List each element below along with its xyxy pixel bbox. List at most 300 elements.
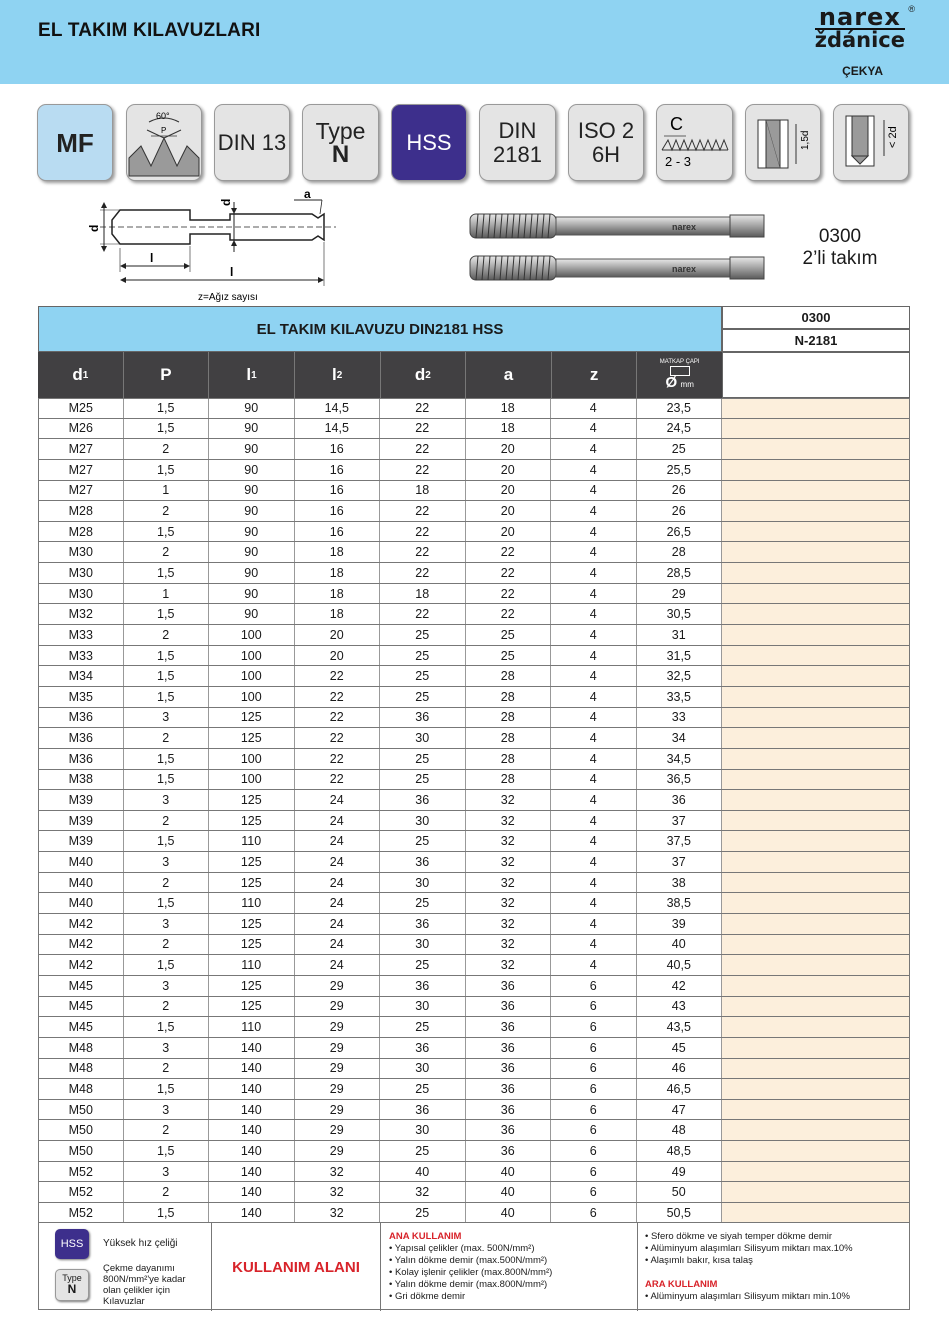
table-cell: 25 <box>380 687 466 707</box>
table-cell: 4 <box>551 852 637 872</box>
drill-diameter <box>665 374 694 391</box>
table-cell: 6 <box>551 1079 637 1099</box>
table-cell: 140 <box>209 1059 295 1079</box>
table-cell: 4 <box>551 419 637 439</box>
table-cell: 36 <box>466 997 552 1017</box>
table-cell: 22 <box>466 542 552 562</box>
table-cell: 2 <box>124 439 210 459</box>
header-d1-sub: 1 <box>82 369 89 381</box>
table-cell: M30 <box>38 563 124 583</box>
table-cell: 1,5 <box>124 666 210 686</box>
table-cell: 32 <box>295 1182 381 1202</box>
list-item: • Alüminyum alaşımları Silisyum miktarı max.10% <box>645 1243 853 1254</box>
table-cell: 2 <box>124 625 210 645</box>
table-cell: 18 <box>295 542 381 562</box>
table-row <box>38 1120 910 1141</box>
order-cell <box>722 419 910 439</box>
table-cell: 39 <box>637 914 723 934</box>
pitch-label: P <box>161 125 167 135</box>
table-cell: 1,5 <box>124 419 210 439</box>
table-cell: 1,5 <box>124 1203 210 1223</box>
table-row <box>38 542 910 563</box>
order-cell <box>722 1182 910 1202</box>
legend-type-badge <box>55 1269 89 1301</box>
table-cell: 140 <box>209 1182 295 1202</box>
table-cell: 25,5 <box>637 460 723 480</box>
table-cell: 22 <box>295 749 381 769</box>
order-cell <box>722 811 910 831</box>
order-cell <box>722 481 910 501</box>
table-cell: 40 <box>466 1182 552 1202</box>
order-cell <box>722 997 910 1017</box>
table-cell: 4 <box>551 481 637 501</box>
table-cell: 1,5 <box>124 646 210 666</box>
table-cell: 4 <box>551 646 637 666</box>
order-cell <box>722 501 910 521</box>
table-cell: 3 <box>124 914 210 934</box>
table-cell: 32 <box>466 790 552 810</box>
order-cell <box>722 584 910 604</box>
table-cell: 29 <box>637 584 723 604</box>
table-cell: 1,5 <box>124 955 210 975</box>
table-cell: 24 <box>295 914 381 934</box>
header-l2 <box>295 352 381 398</box>
table-cell: 140 <box>209 1141 295 1161</box>
table-cell: 18 <box>295 563 381 583</box>
diameter-symbol: Ø <box>665 374 678 391</box>
table-cell: 6 <box>551 1182 637 1202</box>
table-cell: 4 <box>551 955 637 975</box>
table-cell: 90 <box>209 584 295 604</box>
tap2-brand: narex <box>672 264 697 274</box>
table-cell: 2 <box>124 1120 210 1140</box>
table-cell: 29 <box>295 1079 381 1099</box>
page-title: EL TAKIM KILAVUZLARI <box>38 20 261 41</box>
table-cell: 30 <box>380 728 466 748</box>
table-cell: 26,5 <box>637 522 723 542</box>
table-cell: 38 <box>637 873 723 893</box>
order-cell <box>722 1079 910 1099</box>
table-cell: 22 <box>380 563 466 583</box>
set-label: 2’li takım <box>802 248 878 269</box>
header-l1 <box>209 352 295 398</box>
table-cell: 28 <box>466 666 552 686</box>
l1-label: l <box>230 265 234 279</box>
table-cell: 22 <box>380 501 466 521</box>
table-cell: 31,5 <box>637 646 723 666</box>
table-cell: 29 <box>295 1038 381 1058</box>
table-cell: 125 <box>209 708 295 728</box>
table-cell: 32,5 <box>637 666 723 686</box>
tap-image-1 <box>470 214 764 238</box>
table-row <box>38 522 910 543</box>
list-item: • Yalın dökme demir (max.800N/mm²) <box>389 1279 548 1290</box>
table-row <box>38 481 910 502</box>
table-cell: 24 <box>295 790 381 810</box>
table-cell: 40 <box>637 935 723 955</box>
table-row <box>38 831 910 852</box>
table-cell: M42 <box>38 935 124 955</box>
table-cell: 90 <box>209 522 295 542</box>
table-cell: 30 <box>380 1120 466 1140</box>
table-cell: 38,5 <box>637 893 723 913</box>
hole-depth-label: < 2d <box>887 125 899 148</box>
table-cell: 32 <box>466 831 552 851</box>
table-cell: 33,5 <box>637 687 723 707</box>
table-cell: 24 <box>295 852 381 872</box>
table-cell: 36 <box>637 790 723 810</box>
table-row <box>38 1182 910 1203</box>
table-cell: 1 <box>124 584 210 604</box>
table-cell: 33 <box>637 708 723 728</box>
table-cell: 2 <box>124 873 210 893</box>
product-norm-code: N-2181 <box>722 329 910 352</box>
depth-label: 1,5d <box>800 130 811 150</box>
table-cell: 36 <box>466 1120 552 1140</box>
table-cell: 90 <box>209 542 295 562</box>
table-cell: 4 <box>551 770 637 790</box>
table-cell: M39 <box>38 790 124 810</box>
table-row <box>38 935 910 956</box>
table-cell: 32 <box>466 914 552 934</box>
order-cell <box>722 728 910 748</box>
table-cell: 140 <box>209 1038 295 1058</box>
table-cell: M33 <box>38 646 124 666</box>
table-cell: 16 <box>295 439 381 459</box>
table-cell: 40 <box>380 1162 466 1182</box>
table-cell: 4 <box>551 542 637 562</box>
table-cell: 100 <box>209 625 295 645</box>
table-title: EL TAKIM KILAVUZU DIN2181 HSS <box>38 306 722 352</box>
table-row <box>38 893 910 914</box>
table-cell: M28 <box>38 501 124 521</box>
order-cell <box>722 1100 910 1120</box>
a-label: a <box>304 187 311 201</box>
table-cell: M45 <box>38 997 124 1017</box>
table-cell: 46 <box>637 1059 723 1079</box>
order-cell <box>722 460 910 480</box>
table-cell: 36 <box>466 1100 552 1120</box>
table-cell: 90 <box>209 399 295 418</box>
table-cell: 22 <box>466 604 552 624</box>
table-cell: 6 <box>551 1038 637 1058</box>
table-cell: M50 <box>38 1141 124 1161</box>
table-cell: 22 <box>466 584 552 604</box>
header-l1-text: l <box>246 365 252 384</box>
table-cell: 40,5 <box>637 955 723 975</box>
tap-image-2 <box>470 256 764 280</box>
table-row <box>38 439 910 460</box>
list-item: • Yalın dökme demir (max.500N/mm²) <box>389 1255 548 1266</box>
table-cell: 4 <box>551 399 637 418</box>
header-banner <box>0 0 949 84</box>
table-cell: M52 <box>38 1162 124 1182</box>
table-cell: 4 <box>551 687 637 707</box>
table-cell: M30 <box>38 584 124 604</box>
order-cell <box>722 749 910 769</box>
table-cell: 32 <box>466 955 552 975</box>
table-row <box>38 708 910 729</box>
table-cell: 36 <box>380 1038 466 1058</box>
order-cell <box>722 563 910 583</box>
table-cell: 29 <box>295 1141 381 1161</box>
table-cell: M39 <box>38 831 124 851</box>
table-cell: 1,5 <box>124 563 210 583</box>
table-cell: 6 <box>551 976 637 996</box>
table-cell: 110 <box>209 955 295 975</box>
table-cell: 90 <box>209 481 295 501</box>
table-cell: 4 <box>551 460 637 480</box>
table-cell: M45 <box>38 976 124 996</box>
hss-label: HSS <box>406 129 452 155</box>
table-row <box>38 646 910 667</box>
table-cell: 125 <box>209 728 295 748</box>
table-cell: 32 <box>295 1162 381 1182</box>
table-cell: 3 <box>124 1038 210 1058</box>
table-cell: 6 <box>551 1017 637 1037</box>
table-cell: 25 <box>380 646 466 666</box>
table-cell: 4 <box>551 666 637 686</box>
table-cell: 40 <box>466 1162 552 1182</box>
table-cell: M33 <box>38 625 124 645</box>
order-cell <box>722 831 910 851</box>
table-cell: 46,5 <box>637 1079 723 1099</box>
table-cell: M40 <box>38 852 124 872</box>
table-cell: 25 <box>380 1017 466 1037</box>
table-row <box>38 749 910 770</box>
table-cell: 14,5 <box>295 399 381 418</box>
table-cell: M48 <box>38 1038 124 1058</box>
header-d1-text: d <box>72 365 83 384</box>
table-cell: 3 <box>124 852 210 872</box>
table-cell: 25 <box>466 625 552 645</box>
table-cell: 28 <box>466 728 552 748</box>
order-column-header <box>722 352 910 398</box>
table-cell: M40 <box>38 873 124 893</box>
table-cell: 32 <box>466 893 552 913</box>
table-cell: 4 <box>551 604 637 624</box>
table-cell: 29 <box>295 1100 381 1120</box>
table-cell: 22 <box>380 542 466 562</box>
footer-legend <box>38 1222 910 1310</box>
table-cell: M27 <box>38 460 124 480</box>
table-cell: M32 <box>38 604 124 624</box>
table-cell: 4 <box>551 831 637 851</box>
brand-name: narex <box>818 3 901 31</box>
table-cell: 6 <box>551 997 637 1017</box>
legend-hss-text: Yüksek hız çeliği <box>103 1238 178 1249</box>
usage-area-title: KULLANIM ALANI <box>211 1223 381 1311</box>
header-drill <box>637 352 722 398</box>
table-cell: 4 <box>551 625 637 645</box>
table-cell: 32 <box>380 1182 466 1202</box>
order-cell <box>722 1203 910 1223</box>
table-cell: 40 <box>466 1203 552 1223</box>
table-cell: M40 <box>38 893 124 913</box>
table-cell: 20 <box>466 439 552 459</box>
table-cell: 23,5 <box>637 399 723 418</box>
order-cell <box>722 687 910 707</box>
order-cell <box>722 399 910 418</box>
header-z <box>552 352 638 398</box>
table-cell: 25 <box>380 1203 466 1223</box>
table-cell: M26 <box>38 419 124 439</box>
table-cell: 43 <box>637 997 723 1017</box>
table-cell: 24 <box>295 873 381 893</box>
table-cell: 3 <box>124 976 210 996</box>
tap-set-image <box>466 208 768 291</box>
through-hole-icon <box>745 104 821 181</box>
table-cell: 125 <box>209 873 295 893</box>
table-cell: 26 <box>637 501 723 521</box>
table-cell: 140 <box>209 1120 295 1140</box>
table-cell: 6 <box>551 1203 637 1223</box>
table-cell: 20 <box>466 481 552 501</box>
table-cell: 4 <box>551 811 637 831</box>
table-cell: 36 <box>466 1079 552 1099</box>
table-cell: 100 <box>209 646 295 666</box>
thread-profile-icon <box>126 104 202 181</box>
order-cell <box>722 439 910 459</box>
table-cell: 3 <box>124 1100 210 1120</box>
table-cell: 1,5 <box>124 687 210 707</box>
table-cell: 37,5 <box>637 831 723 851</box>
set-info <box>780 226 900 270</box>
table-cell: M52 <box>38 1182 124 1202</box>
table-cell: 4 <box>551 501 637 521</box>
table-cell: 22 <box>380 399 466 418</box>
blind-hole-icon <box>833 104 909 181</box>
table-cell: 22 <box>295 666 381 686</box>
table-row <box>38 1141 910 1162</box>
header-d2-text: d <box>414 365 426 384</box>
table-cell: 3 <box>124 790 210 810</box>
table-row <box>38 1079 910 1100</box>
other-use-column <box>643 1231 903 1303</box>
table-cell: 1,5 <box>124 831 210 851</box>
legend-type-text: Çekme dayanımı 800N/mm²'ye kadar olan çelikler için Kılavuzlar <box>103 1263 186 1307</box>
order-cell <box>722 1017 910 1037</box>
table-cell: 36 <box>466 976 552 996</box>
table-cell: 22 <box>380 419 466 439</box>
table-cell: 18 <box>295 604 381 624</box>
table-cell: 1,5 <box>124 893 210 913</box>
order-cell <box>722 666 910 686</box>
iso-line2: 6H <box>591 141 621 167</box>
table-cell: 24 <box>295 935 381 955</box>
legend-type-value: N <box>67 1282 77 1296</box>
list-item: • Yapısal çelikler (max. 500N/mm²) <box>389 1243 535 1254</box>
order-cell <box>722 1141 910 1161</box>
order-cell <box>722 1059 910 1079</box>
iso-line1: ISO 2 <box>577 117 635 143</box>
order-cell <box>722 646 910 666</box>
table-row <box>38 460 910 481</box>
registered-mark: ® <box>908 4 915 14</box>
table-cell: 4 <box>551 749 637 769</box>
table-cell: 2 <box>124 1182 210 1202</box>
table-cell: 34,5 <box>637 749 723 769</box>
table-cell: 4 <box>551 893 637 913</box>
footer-divider <box>637 1223 638 1311</box>
mf-label: MF <box>56 127 94 158</box>
table-cell: 25 <box>380 770 466 790</box>
table-cell: 29 <box>295 1120 381 1140</box>
table-cell: 49 <box>637 1162 723 1182</box>
table-cell: M34 <box>38 666 124 686</box>
table-cell: 18 <box>466 399 552 418</box>
table-cell: 16 <box>295 522 381 542</box>
table-row <box>38 728 910 749</box>
order-cell <box>722 1120 910 1140</box>
table-cell: 28 <box>637 542 723 562</box>
table-cell: 37 <box>637 852 723 872</box>
table-cell: M25 <box>38 399 124 418</box>
brand-location: ždánice <box>814 28 905 52</box>
table-cell: 1,5 <box>124 749 210 769</box>
table-cell: 20 <box>466 522 552 542</box>
table-cell: 36 <box>466 1141 552 1161</box>
table-cell: 36 <box>380 914 466 934</box>
iso-tolerance-badge <box>568 104 644 181</box>
table-cell: 20 <box>295 646 381 666</box>
chamfer-range: 2 - 3 <box>664 153 691 169</box>
table-row <box>38 584 910 605</box>
table-cell: 25 <box>380 831 466 851</box>
table-cell: 25 <box>380 749 466 769</box>
table-cell: 24 <box>295 831 381 851</box>
table-row <box>38 997 910 1018</box>
table-cell: 29 <box>295 1017 381 1037</box>
tap1-brand: narex <box>672 222 697 232</box>
table-cell: 25 <box>637 439 723 459</box>
table-cell: 36 <box>466 1059 552 1079</box>
table-row <box>38 563 910 584</box>
table-cell: 25 <box>466 646 552 666</box>
table-row <box>38 914 910 935</box>
table-cell: 24,5 <box>637 419 723 439</box>
table-cell: 18 <box>380 584 466 604</box>
table-cell: 100 <box>209 770 295 790</box>
order-cell <box>722 708 910 728</box>
table-cell: 25 <box>380 893 466 913</box>
type-n-badge <box>302 104 379 181</box>
header-l1-sub: 1 <box>251 369 257 381</box>
table-row <box>38 811 910 832</box>
table-cell: 125 <box>209 790 295 810</box>
type-value: N <box>331 140 350 168</box>
product-table-body <box>38 398 910 1224</box>
chamfer-letter: C <box>669 113 683 134</box>
secondary-use-list <box>645 1291 903 1303</box>
table-cell: M36 <box>38 708 124 728</box>
table-cell: 22 <box>380 439 466 459</box>
table-cell: 100 <box>209 687 295 707</box>
table-row <box>38 398 910 419</box>
table-cell: M38 <box>38 770 124 790</box>
table-cell: 6 <box>551 1141 637 1161</box>
table-cell: M27 <box>38 439 124 459</box>
type-label: Type <box>315 117 366 144</box>
table-cell: 36 <box>466 1017 552 1037</box>
table-cell: 16 <box>295 481 381 501</box>
din2181-line2: 2181 <box>493 141 542 167</box>
order-cell <box>722 1038 910 1058</box>
din2181-line1: DIN <box>498 117 537 143</box>
header-l2-sub: 2 <box>336 369 343 381</box>
order-cell <box>722 852 910 872</box>
table-cell: 26 <box>637 481 723 501</box>
